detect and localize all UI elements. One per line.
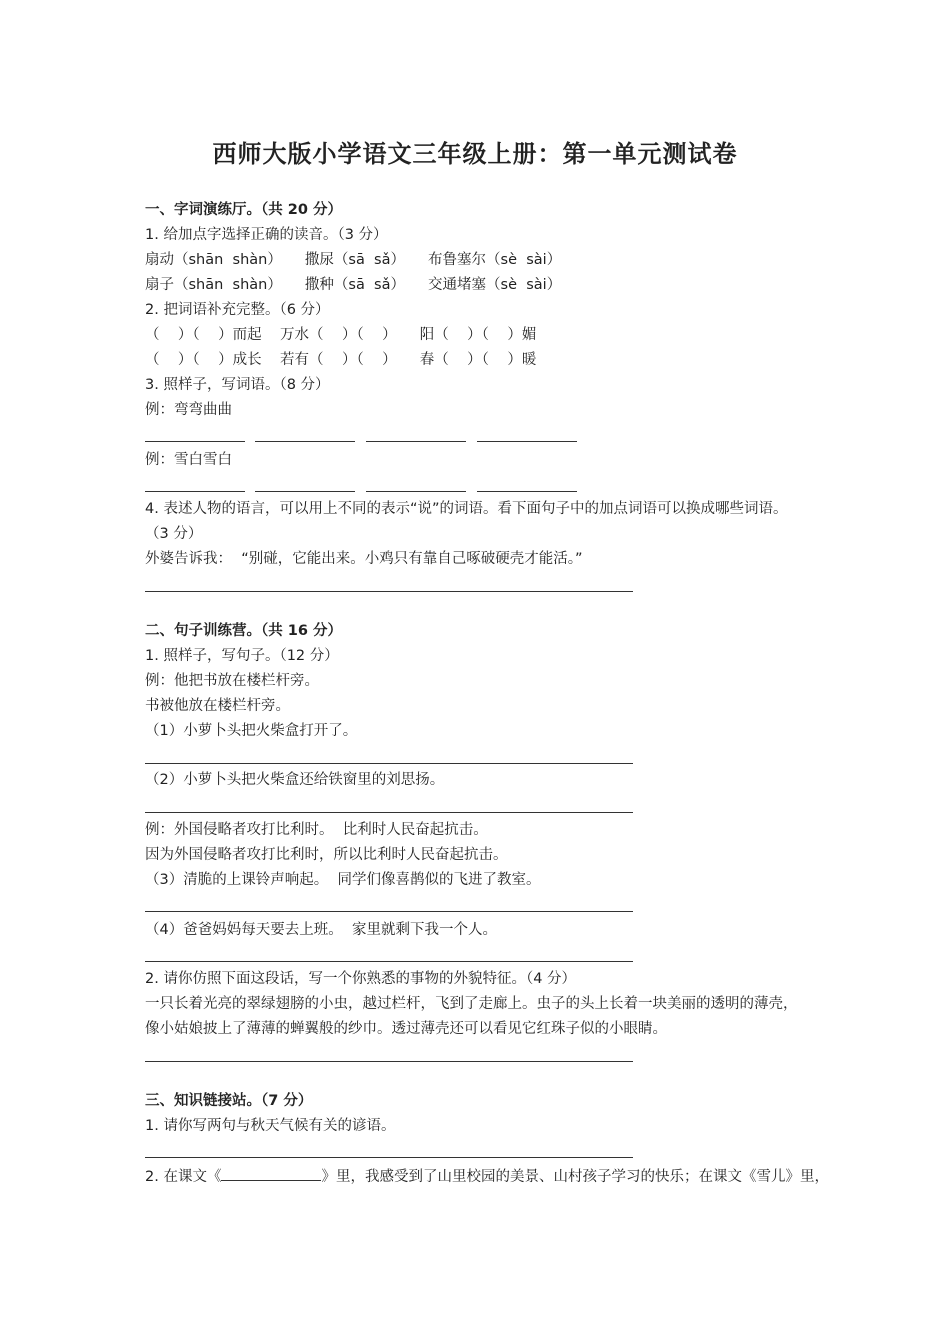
question-3-2-suffix: 》里，我感受到了山里校园的美景、山村孩子学习的快乐；在课文《雪儿》里， xyxy=(321,1169,829,1185)
idiom-row-2: （ ）（ ）成长 若有（ ）（ ） 春（ ）（ ）暖 xyxy=(145,352,537,368)
answer-line[interactable] xyxy=(145,763,633,764)
answer-line[interactable] xyxy=(255,441,355,442)
model-paragraph-line-2: 像小姑娘披上了薄薄的蝉翼般的纱巾。透过薄壳还可以看见它红珠子似的小眼睛。 xyxy=(145,1021,667,1037)
example-sentence: 书被他放在楼栏杆旁。 xyxy=(145,698,290,714)
exercise-item-3: （3）清脆的上课铃声响起。 同学们像喜鹊似的飞进了教室。 xyxy=(145,872,541,888)
answer-line[interactable] xyxy=(145,911,633,912)
answer-line[interactable] xyxy=(145,1061,633,1062)
question-2-1: 1. 照样子，写句子。（12 分） xyxy=(145,648,339,664)
lesson-title-blank[interactable] xyxy=(221,1166,321,1181)
section-3-heading: 三、知识链接站。（7 分） xyxy=(145,1093,313,1109)
question-3-1: 1. 请你写两句与秋天气候有关的谚语。 xyxy=(145,1118,396,1134)
idiom-row-1: （ ）（ ）而起 万水（ ）（ ） 阳（ ）（ ）媚 xyxy=(145,327,537,343)
pinyin-row-2: 扇子（shān shàn） 撒种（sā sǎ） 交通堵塞（sè sài） xyxy=(145,277,562,293)
answer-line[interactable] xyxy=(145,591,633,592)
example-sentence: 例：他把书放在楼栏杆旁。 xyxy=(145,673,319,689)
question-2-2: 2. 请你仿照下面这段话，写一个你熟悉的事物的外貌特征。（4 分） xyxy=(145,971,577,987)
question-1-2: 2. 把词语补充完整。（6 分） xyxy=(145,302,330,318)
answer-line[interactable] xyxy=(255,491,355,492)
answer-line[interactable] xyxy=(145,961,633,962)
question-1-4: 4. 表述人物的语言，可以用上不同的表示“说”的词语。看下面句子中的加点词语可以换成哪些词语。 xyxy=(145,501,788,517)
question-1-4-score: （3 分） xyxy=(145,526,203,542)
exercise-item-2: （2）小萝卜头把火柴盒还给铁窗里的刘思扬。 xyxy=(145,772,445,788)
answer-line[interactable] xyxy=(145,812,633,813)
question-3-2 xyxy=(145,1166,829,1187)
answer-line[interactable] xyxy=(366,441,466,442)
model-paragraph-line-1: 一只长着光亮的翠绿翅膀的小虫，越过栏杆，飞到了走廊上。虫子的头上长着一块美丽的透明的薄壳， xyxy=(145,996,798,1012)
answer-line[interactable] xyxy=(145,491,245,492)
section-2-heading: 二、句子训练营。（共 16 分） xyxy=(145,623,343,639)
example-word-2: 例：雪白雪白 xyxy=(145,452,232,468)
question-1-3: 3. 照样子，写词语。（8 分） xyxy=(145,377,330,393)
example-word-1: 例：弯弯曲曲 xyxy=(145,402,232,418)
example-sentence: 因为外国侵略者攻打比利时，所以比利时人民奋起抗击。 xyxy=(145,847,508,863)
answer-line[interactable] xyxy=(477,441,577,442)
answer-line[interactable] xyxy=(366,491,466,492)
exercise-item-4: （4）爸爸妈妈每天要去上班。 家里就剩下我一个人。 xyxy=(145,922,497,938)
question-1-1: 1. 给加点字选择正确的读音。（3 分） xyxy=(145,227,388,243)
quote-sentence: 外婆告诉我： “别碰，它能出来。小鸡只有靠自己啄破硬壳才能活。” xyxy=(145,551,583,567)
question-3-2-prefix: 2. 在课文《 xyxy=(145,1169,222,1185)
answer-line[interactable] xyxy=(477,491,577,492)
pinyin-row-1: 扇动（shān shàn） 撒尿（sā sǎ） 布鲁塞尔（sè sài） xyxy=(145,252,562,268)
page-title: 西师大版小学语文三年级上册：第一单元测试卷 xyxy=(212,140,738,168)
answer-line[interactable] xyxy=(145,441,245,442)
section-1-heading: 一、字词演练厅。（共 20 分） xyxy=(145,202,343,218)
answer-line[interactable] xyxy=(145,1157,633,1158)
example-sentence: 例：外国侵略者攻打比利时。 比利时人民奋起抗击。 xyxy=(145,822,488,838)
exercise-item-1: （1）小萝卜头把火柴盒打开了。 xyxy=(145,723,358,739)
